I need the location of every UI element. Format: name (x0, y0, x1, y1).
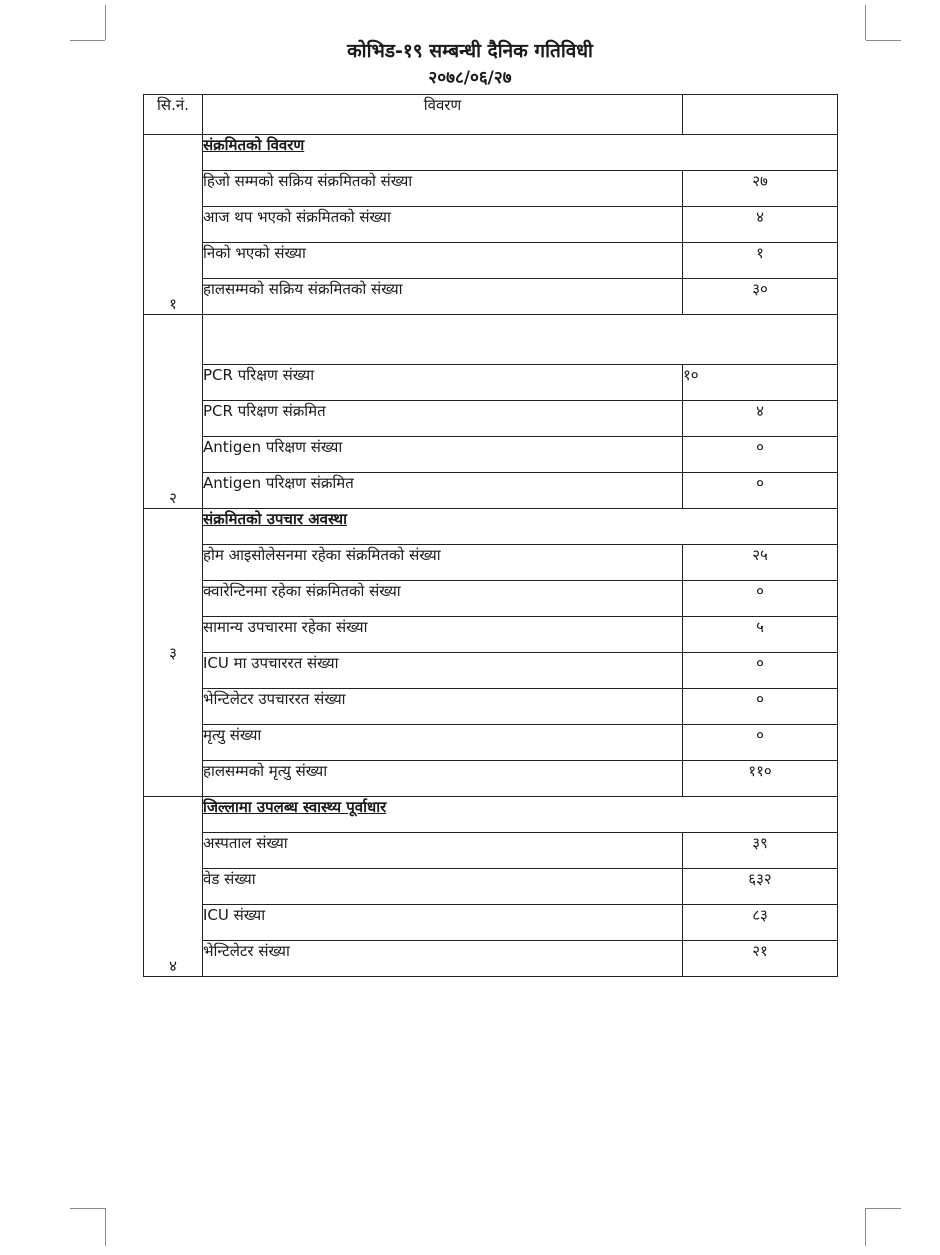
description-column-header: विवरण (203, 95, 683, 135)
row-label: आज थप भएको संक्रमितको संख्या (203, 207, 683, 243)
table-row (144, 473, 838, 509)
row-label: भेन्टिलेटर उपचाररत संख्या (203, 689, 683, 725)
serial-number-cell: २ (144, 315, 203, 509)
value-column-header (683, 95, 838, 135)
table-row (144, 653, 838, 689)
crop-mark-bottom-left-h (70, 1208, 105, 1209)
table-row (144, 243, 838, 279)
section-heading (203, 135, 838, 171)
section-heading-text: संक्रमितको विवरण (203, 136, 305, 154)
row-value: २७ (683, 171, 838, 207)
table-row (144, 279, 838, 315)
row-value: १० (683, 365, 838, 401)
row-label: ICU मा उपचाररत संख्या (203, 653, 683, 689)
table-row (144, 941, 838, 977)
table-row (144, 833, 838, 869)
row-label: भेन्टिलेटर संख्या (203, 941, 683, 977)
row-value: २५ (683, 545, 838, 581)
table-header-row (144, 95, 838, 135)
row-label: ICU संख्या (203, 905, 683, 941)
row-label: हालसम्मको मृत्यु संख्या (203, 761, 683, 797)
serial-number-cell: १ (144, 135, 203, 315)
document-title: कोभिड-१९ सम्बन्धी दैनिक गतिविधी (347, 40, 593, 62)
table-row (144, 581, 838, 617)
table-row (144, 689, 838, 725)
section-heading-text: संक्रमितको उपचार अवस्था (203, 510, 348, 528)
table-row (144, 171, 838, 207)
serial-number-cell: ४ (144, 797, 203, 977)
row-value: ० (683, 689, 838, 725)
crop-mark-bottom-left-v (105, 1208, 106, 1246)
row-label: PCR परिक्षण संक्रमित (203, 401, 683, 437)
table-row (144, 365, 838, 401)
row-value: २१ (683, 941, 838, 977)
row-value: ४ (683, 207, 838, 243)
row-value: ३९ (683, 833, 838, 869)
serial-number-cell: ३ (144, 509, 203, 797)
row-label: हिजो सम्मको सक्रिय संक्रमितको संख्या (203, 171, 683, 207)
section-heading (203, 509, 838, 545)
section-heading (203, 797, 838, 833)
section-heading-text: जिल्लामा उपलब्ध स्वास्थ्य पूर्वाधार (203, 798, 387, 816)
row-label: अस्पताल संख्या (203, 833, 683, 869)
section-heading-row (144, 135, 838, 171)
table-row (144, 401, 838, 437)
row-value: ११० (683, 761, 838, 797)
row-value: १ (683, 243, 838, 279)
table-row (144, 725, 838, 761)
table-row (144, 207, 838, 243)
row-label: हालसम्मको सक्रिय संक्रमितको संख्या (203, 279, 683, 315)
row-value: ० (683, 653, 838, 689)
row-value: ५ (683, 617, 838, 653)
table-row (144, 545, 838, 581)
table-row (144, 437, 838, 473)
serial-column-header: सि.नं. (144, 95, 203, 135)
table-row (144, 869, 838, 905)
row-label: मृत्यु संख्या (203, 725, 683, 761)
row-value: ० (683, 473, 838, 509)
row-label: क्वारेन्टिनमा रहेका संक्रमितको संख्या (203, 581, 683, 617)
crop-mark-bottom-right-h (866, 1208, 901, 1209)
section-heading-row (144, 797, 838, 833)
row-value: ६३२ (683, 869, 838, 905)
row-value: ३० (683, 279, 838, 315)
row-value: ८३ (683, 905, 838, 941)
table-row (144, 905, 838, 941)
report-table (143, 94, 838, 977)
table-row (144, 761, 838, 797)
section-heading (203, 315, 838, 365)
row-value: ४ (683, 401, 838, 437)
row-label: PCR परिक्षण संख्या (203, 365, 683, 401)
crop-mark-bottom-right-v (865, 1208, 866, 1246)
row-label: Antigen परिक्षण संख्या (203, 437, 683, 473)
row-label: Antigen परिक्षण संक्रमित (203, 473, 683, 509)
row-label: होम आइसोलेसनमा रहेका संक्रमितको संख्या (203, 545, 683, 581)
crop-mark-top-right-v (865, 5, 866, 40)
row-label: सामान्य उपचारमा रहेका संख्या (203, 617, 683, 653)
row-value: ० (683, 725, 838, 761)
row-value: ० (683, 581, 838, 617)
row-label: वेड संख्या (203, 869, 683, 905)
section-heading-row (144, 509, 838, 545)
row-label: निको भएको संख्या (203, 243, 683, 279)
row-value: ० (683, 437, 838, 473)
section-heading-row (144, 315, 838, 365)
crop-mark-top-left-v (105, 5, 106, 40)
document-date: २०७८/०६/२७ (428, 68, 512, 88)
table-row (144, 617, 838, 653)
